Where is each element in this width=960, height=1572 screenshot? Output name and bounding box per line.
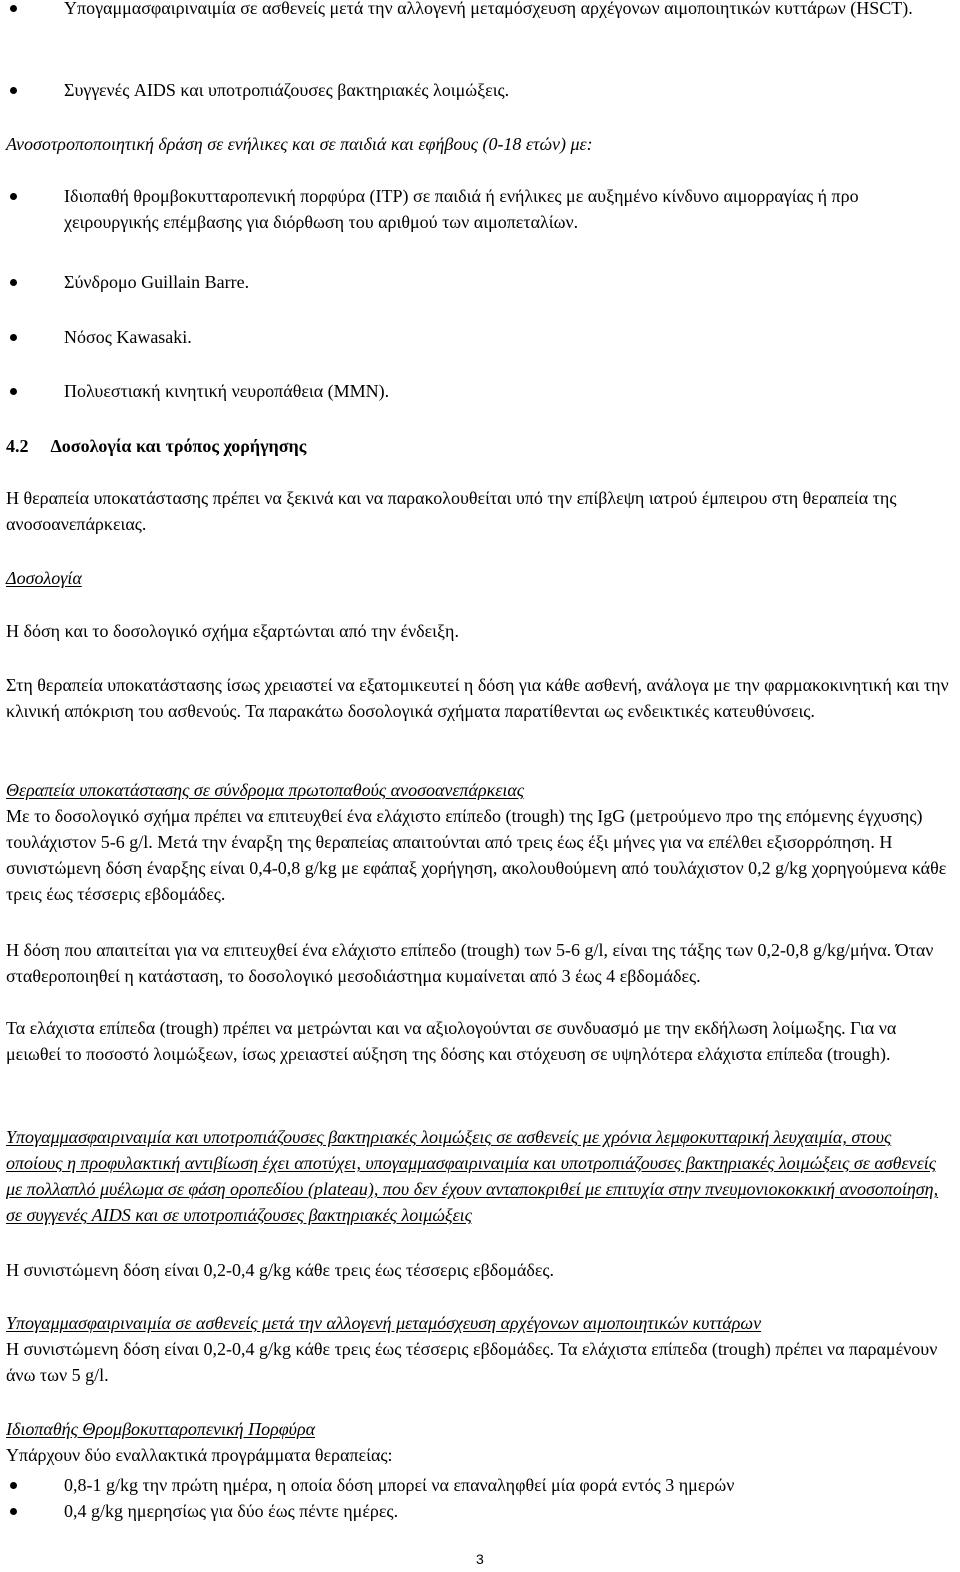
list-item: Σύνδρομο Guillain Barre. bbox=[64, 269, 950, 295]
subsection-heading: Υπογαμμασφαιριναιμία σε ασθενείς μετά την αλλογενή μεταμόσχευση αρχέγονων αιμοποιητικών κυττάρων bbox=[6, 1313, 762, 1333]
section-number: 4.2 bbox=[6, 436, 29, 456]
list-item: Ιδιοπαθή θρομβοκυτταροπενική πορφύρα (ITP) σε παιδιά ή ενήλικες με αυξημένο κίνδυνο αιμορραγίας ή προ χειρουργικής επέμβασης για διόρθωση του αριθμού των αιμοπεταλίων. bbox=[64, 183, 950, 235]
immunomodulation-heading: Ανοσοτροποποιητική δράση σε ενήλικες και σε παιδιά και εφήβους (0-18 ετών) με: bbox=[6, 134, 593, 154]
body-paragraph: Υπάρχουν δύο εναλλακτικά προγράμματα θεραπείας: bbox=[6, 1445, 393, 1465]
page-number: 3 bbox=[476, 1551, 484, 1567]
list-item: 0,8-1 g/kg την πρώτη ημέρα, η οποία δόση μπορεί να επαναληφθεί μία φορά εντός 3 ημερών bbox=[64, 1472, 950, 1498]
intro-paragraph: Η θεραπεία υποκατάστασης πρέπει να ξεκινά και να παρακολουθείται υπό την επίβλεψη ιατρού έμπειρου στη θεραπεία της ανοσοανεπάρκειας. bbox=[6, 488, 897, 534]
section-heading bbox=[6, 433, 950, 459]
section-title: Δοσολογία και τρόπος χορήγησης bbox=[50, 436, 307, 456]
dosage-paragraph: Στη θεραπεία υποκατάστασης ίσως χρειαστεί να εξατομικευτεί η δόση για κάθε ασθενή, ανάλογα με την φαρμακοκινητική και την κλινική απόκριση του ασθενούς. Τα παρακάτω δοσολογικά σχήματα παρατίθενται ως ενδεικτικές κατευθύνσεις. bbox=[6, 675, 949, 721]
list-item: Πολυεστιακή κινητική νευροπάθεια (MMN). bbox=[64, 378, 950, 404]
body-paragraph: Η συνιστώμενη δόση είναι 0,2-0,4 g/kg κάθε τρεις έως τέσσερις εβδομάδες. Τα ελάχιστα επίπεδα (trough) πρέπει να παραμένουν άνω των 5 g/l. bbox=[6, 1339, 938, 1385]
body-paragraph: Η συνιστώμενη δόση είναι 0,2-0,4 g/kg κάθε τρεις έως τέσσερις εβδομάδες. bbox=[6, 1260, 555, 1280]
body-paragraph: Η δόση που απαιτείται για να επιτευχθεί ένα ελάχιστο επίπεδο (trough) των 5-6 g/l, είναι της τάξης των 0,2-0,8 g/kg/μήνα. Όταν σταθεροποιηθεί η κατάσταση, το δοσολογικό μεσοδιάστημα κυμαίνεται από 3 έως 4 εβδομάδες. bbox=[6, 940, 934, 986]
body-paragraph: Τα ελάχιστα επίπεδα (trough) πρέπει να μετρώνται και να αξιολογούνται σε συνδυασμό με την εκδήλωση λοίμωξης. Για να μειωθεί το ποσοστό λοιμώξεων, ίσως χρειαστεί αύξηση της δόσης και στόχευση σε υψηλότερα ελάχιστα επίπεδα (trough). bbox=[6, 1018, 897, 1064]
dosage-paragraph: Η δόση και το δοσολογικό σχήμα εξαρτώνται από την ένδειξη. bbox=[6, 621, 459, 641]
list-item: 0,4 g/kg ημερησίως για δύο έως πέντε ημέρες. bbox=[64, 1498, 950, 1524]
subsection-heading: Υπογαμμασφαιριναιμία και υποτροπιάζουσες βακτηριακές λοιμώξεις σε ασθενείς με χρόνια λεμφοκυτταρική λευχαιμία, στους οποίους η προφυλακτική αντιβίωση έχει αποτύχει, υπογαμμασφαιριναιμία και υποτροπιάζουσες βακτηριακές λοιμώξεις σε ασθενείς με πολλαπλό μυέλωμα σε φάση οροπεδίου (plateau), που δεν έχουν ανταποκριθεί με επιτυχία στην πνευμονιοκοκκική ανοσοποίηση, σε συγγενές AIDS και σε υποτροπιάζουσες βακτηριακές λοιμώξεις bbox=[6, 1127, 939, 1225]
list-item: Νόσος Kawasaki. bbox=[64, 324, 950, 350]
body-paragraph: Με το δοσολογικό σχήμα πρέπει να επιτευχθεί ένα ελάχιστο επίπεδο (trough) της IgG (μετρούμενο προ της επόμενης έγχυσης) τουλάχιστον 5-6 g/l. Μετά την έναρξη της θεραπείας απαιτούνται από τρεις έως έξι μήνες για να επέλθει εξισορρόπηση. Η συνιστώμενη δόση έναρξης είναι 0,4-0,8 g/kg με εφάπαξ χορήγηση, ακολουθούμενη από τουλάχιστον 0,2 g/kg χορηγούμενα κάθε τρεις έως τέσσερις εβδομάδες. bbox=[6, 806, 947, 904]
list-item: Υπογαμμασφαιριναιμία σε ασθενείς μετά την αλλογενή μεταμόσχευση αρχέγονων αιμοποιητικών κυττάρων (HSCT). bbox=[64, 0, 950, 21]
subsection-heading: Θεραπεία υποκατάστασης σε σύνδρομα πρωτοπαθούς ανοσοανεπάρκειας bbox=[6, 780, 525, 800]
subsection-heading: Ιδιοπαθής Θρομβοκυτταροπενική Πορφύρα bbox=[6, 1419, 316, 1439]
dosage-heading: Δοσολογία bbox=[6, 568, 82, 588]
list-item: Συγγενές AIDS και υποτροπιάζουσες βακτηριακές λοιμώξεις. bbox=[64, 77, 950, 103]
